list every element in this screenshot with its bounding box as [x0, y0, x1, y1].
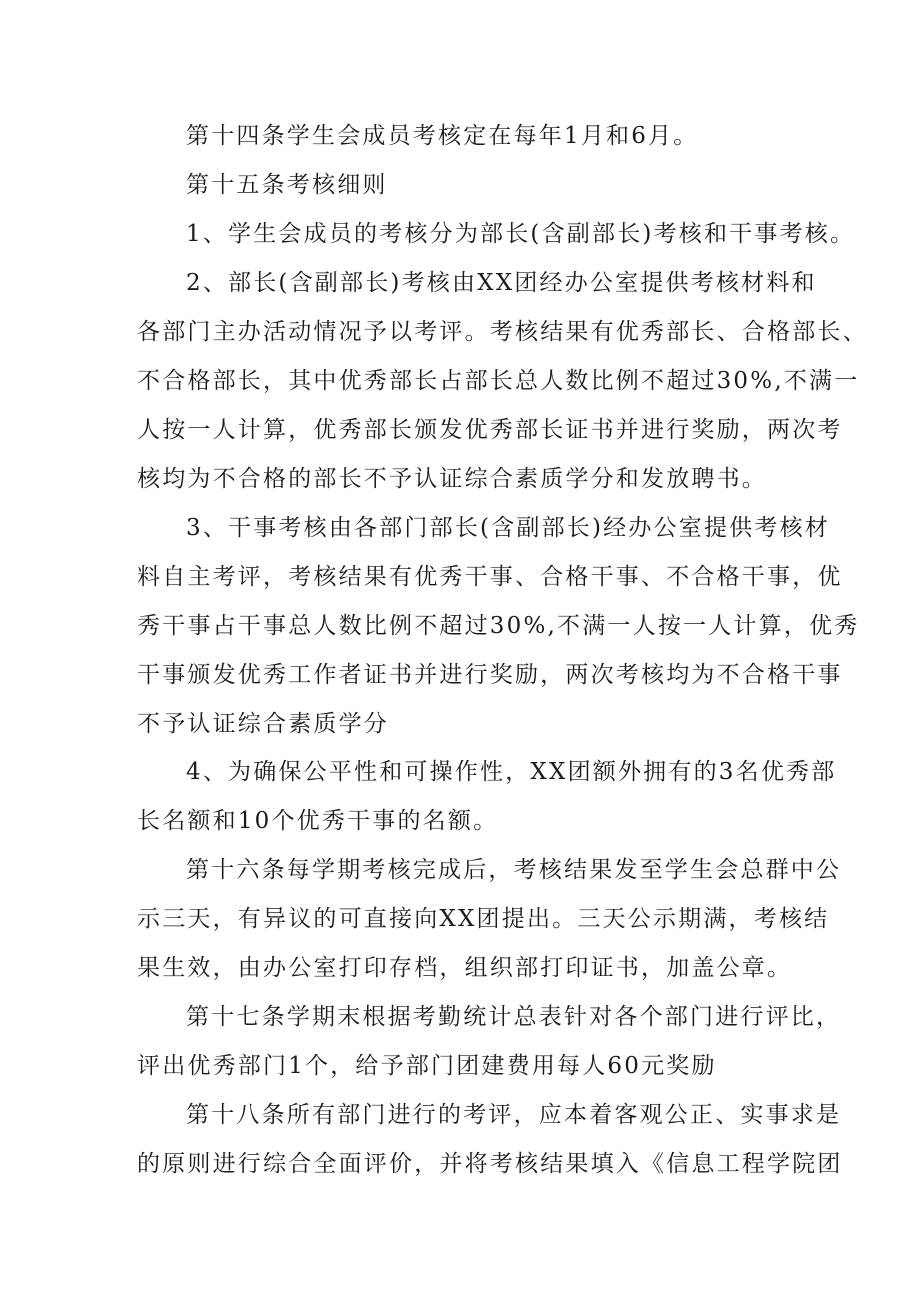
text-line: 第十八条所有部门进行的考评，应本着客观公正、实事求是: [186, 1102, 842, 1128]
text-line: 2、部长(含副部长)考核由XX团经办公室提供考核材料和: [186, 270, 817, 296]
text-line: 不合格部长，其中优秀部长占部长总人数比例不超过30%,不满一: [137, 368, 860, 394]
text-line: 人按一人计算，优秀部长颁发优秀部长证书并进行奖励，两次考: [137, 417, 843, 443]
text-line: 各部门主办活动情况予以考评。考核结果有优秀部长、合格部长、: [137, 319, 868, 345]
text-line: 3、干事考核由各部门部长(含副部长)经办公室提供考核材: [186, 515, 830, 541]
text-line: 1、学生会成员的考核分为部长(含副部长)考核和干事考核。: [186, 221, 856, 247]
text-line: 评出优秀部门1个，给予部门团建费用每人60元奖励: [137, 1053, 717, 1079]
text-line: 核均为不合格的部长不予认证综合素质学分和发放聘书。: [137, 466, 767, 492]
text-line: 第十七条学期末根据考勤统计总表针对各个部门进行评比，: [186, 1004, 842, 1030]
text-line: 示三天，有异议的可直接向XX团提出。三天公示期满，考核结: [137, 906, 830, 932]
text-line: 4、为确保公平性和可操作性，XX团额外拥有的3名优秀部: [186, 759, 837, 785]
text-line: 料自主考评，考核结果有优秀干事、合格干事、不合格干事，优: [137, 564, 843, 590]
text-line: 果生效，由办公室打印存档，组织部打印证书，加盖公章。: [137, 955, 793, 981]
text-line: 的原则进行综合全面评价，并将考核结果填入《信息工程学院团: [137, 1151, 843, 1177]
text-line: 秀干事占干事总人数比例不超过30%,不满一人按一人计算，优秀: [137, 613, 860, 639]
text-line: 长名额和10个优秀干事的名额。: [137, 808, 499, 834]
text-line: 第十四条学生会成员考核定在每年1月和6月。: [186, 123, 699, 149]
text-line: 第十六条每学期考核完成后，考核结果发至学生会总群中公: [186, 857, 842, 883]
text-line: 不予认证综合素质学分: [137, 711, 389, 737]
text-line: 第十五条考核细则: [186, 172, 388, 198]
text-line: 干事颁发优秀工作者证书并进行奖励，两次考核均为不合格干事: [137, 662, 843, 688]
